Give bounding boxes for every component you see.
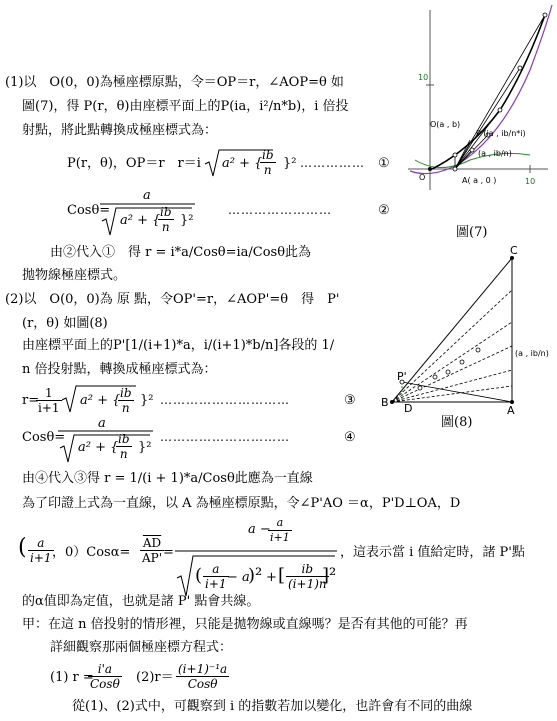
p2-line3: 由座標平面上的P'[1/(i+1)*a，i/(i+1)*b/n]各段的 1/ [22, 338, 335, 353]
fig8-label-d: D [404, 402, 413, 415]
eq1-frac [260, 148, 276, 177]
eq2-num: a [143, 188, 151, 203]
fig7-label-a: A( a , 0 ) [462, 176, 497, 185]
eq2-left: Cosθ= [67, 203, 111, 218]
eq-a-frac [88, 662, 122, 691]
eq-b-frac [176, 662, 229, 691]
fig8-label-b: B [381, 396, 389, 409]
eq5-ratio [140, 536, 164, 565]
fig7-axis-right: 10 [525, 177, 536, 186]
eq5-lhs: ，0）Cosα= [52, 545, 131, 560]
eq3-num: 1 [36, 386, 62, 401]
p1-line5: 拋物線極座標式。 [22, 268, 127, 283]
eq-b-den: Cosθ [187, 677, 218, 691]
p3-line3: 從(1)、(2)式中，可觀察到 i 的指數若加以變化，也許會有不同的曲線 [72, 699, 473, 714]
p2-line4: n 倍投射點，轉換成極座標式為： [22, 362, 217, 377]
eq2-tag: ② [378, 203, 390, 218]
fig7-axis-top: 10 [418, 73, 429, 82]
eq-a-den: Cosθ [90, 677, 120, 691]
fig8-label-c: C [510, 244, 518, 257]
eq4-num: a [98, 416, 106, 431]
fig7-caption: 圖(7) [456, 225, 488, 240]
p2-line2: (r，θ) 如圖(8) [22, 316, 108, 331]
eq5-rhs: ，這表示當 i 值給定時，諸 P'點 [340, 545, 525, 560]
p2-line6: 為了印證上式為一直線，以 A 為極座標原點，令∠P'AO ＝α，P'D⊥OA，D [22, 496, 461, 511]
p2-line7: 的α值即為定值，也就是諸 P' 點會共線。 [22, 594, 260, 609]
p1-line4: 由②代入① 得 r = i*a/Cosθ=ia/Cosθ此為 [50, 245, 312, 260]
eq-b: (2)r＝ [136, 670, 174, 685]
fig8-label-q: (a , ib/n) [515, 349, 549, 358]
fig8-label-a: A [507, 404, 515, 417]
eq3-den: i+1 [38, 401, 60, 415]
eq3-frac [36, 386, 62, 415]
eq-a-num: i'a [88, 662, 122, 677]
fig8-caption: 圖(8) [441, 415, 473, 430]
eq1-left: P(r，θ)，OP＝r r＝i [67, 156, 201, 171]
p1-line2: 圖(7)，得 P(r，θ)由座標平面上的P(ia，i²/n*b)，i 倍投 [22, 99, 349, 114]
p3-line2: 詳細觀察那兩個極座標方程式： [50, 640, 233, 655]
p2-line1: (2)以 O(0，0)為 原 點，令OP'=r，∠AOP'=θ 得 P' [5, 292, 340, 307]
eq3-left: r= [22, 393, 40, 408]
fig7-label-p: P (ia , ib/n*i) [476, 129, 526, 138]
eq3-tag: ③ [344, 393, 356, 408]
eq1-den: n [263, 163, 272, 177]
eq4-tag: ④ [344, 430, 356, 445]
eq-b-num: (i+1)⁻¹a [178, 662, 228, 676]
eq-a: (1) r = [50, 670, 94, 685]
eq5-den-top: AP' [142, 551, 163, 565]
fig7-origin: O [419, 173, 426, 182]
p2-line5: 由④代入③得 r = 1/(i + 1)*a/Cosθ此應為一直線 [22, 471, 313, 486]
p3-line1: 甲：在這 n 倍投射的情形裡，只能是拋物線或直線嗎？是否有其他的可能？再 [22, 617, 468, 632]
fig7-label-ob: O(a , b) [430, 120, 461, 129]
eq1-num: ib [262, 148, 274, 162]
fig7-label-q: (a , ib/n) [478, 149, 512, 158]
eq1-tag: ① [378, 156, 390, 171]
fig8-label-p: P' [397, 370, 407, 383]
p1-line1: (1)以 O(0，0)為極座標原點，令＝OP＝r，∠AOP=θ 如 [5, 75, 344, 90]
p1-line3: 射點，將此點轉換成極座標式為： [22, 123, 218, 138]
eq4-left: Cosθ= [22, 430, 66, 445]
eq5-num-top: $\overline{AD}$ [140, 536, 164, 551]
